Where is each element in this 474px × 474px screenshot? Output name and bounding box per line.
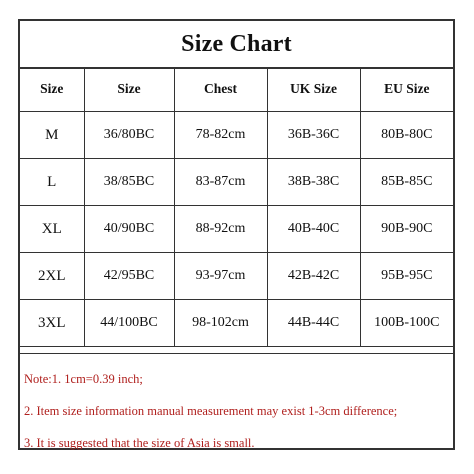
chest-cell: 83-87cm	[174, 159, 267, 206]
band-cell: 38/85BC	[84, 159, 174, 206]
table-row	[20, 206, 453, 253]
chest-cell: 98-102cm	[174, 300, 267, 347]
note-line: 3. It is suggested that the size of Asia is small.	[24, 436, 255, 450]
uk-size-cell: 40B-40C	[267, 206, 360, 253]
uk-size-cell: 42B-42C	[267, 253, 360, 300]
table-row	[20, 253, 453, 300]
chest-cell: 93-97cm	[174, 253, 267, 300]
eu-size-cell: 85B-85C	[360, 159, 453, 206]
column-header: UK Size	[267, 67, 360, 112]
uk-size-cell: 44B-44C	[267, 300, 360, 347]
size-cell: 2XL	[20, 253, 84, 300]
chest-cell: 78-82cm	[174, 112, 267, 159]
size-cell: L	[20, 159, 84, 206]
size-chart-frame	[18, 19, 455, 450]
size-table	[20, 67, 453, 347]
eu-size-cell: 95B-95C	[360, 253, 453, 300]
band-cell: 42/95BC	[84, 253, 174, 300]
band-cell: 40/90BC	[84, 206, 174, 253]
notes-section	[20, 353, 453, 449]
eu-size-cell: 90B-90C	[360, 206, 453, 253]
column-header: EU Size	[360, 67, 453, 112]
size-cell: 3XL	[20, 300, 84, 347]
band-cell: 44/100BC	[84, 300, 174, 347]
note-line: Note:1. 1cm=0.39 inch;	[24, 372, 143, 386]
table-row	[20, 112, 453, 159]
chest-cell: 88-92cm	[174, 206, 267, 253]
column-header: Size	[84, 67, 174, 112]
size-cell: M	[20, 112, 84, 159]
table-row	[20, 159, 453, 206]
eu-size-cell: 80B-80C	[360, 112, 453, 159]
table-row	[20, 300, 453, 347]
eu-size-cell: 100B-100C	[360, 300, 453, 347]
band-cell: 36/80BC	[84, 112, 174, 159]
column-header: Chest	[174, 67, 267, 112]
uk-size-cell: 36B-36C	[267, 112, 360, 159]
table-header-row	[20, 67, 453, 112]
note-line: 2. Item size information manual measurement may exist 1-3cm difference;	[24, 404, 398, 418]
uk-size-cell: 38B-38C	[267, 159, 360, 206]
size-cell: XL	[20, 206, 84, 253]
chart-title: Size Chart	[181, 30, 292, 57]
title-row	[20, 21, 453, 69]
column-header: Size	[20, 67, 84, 112]
